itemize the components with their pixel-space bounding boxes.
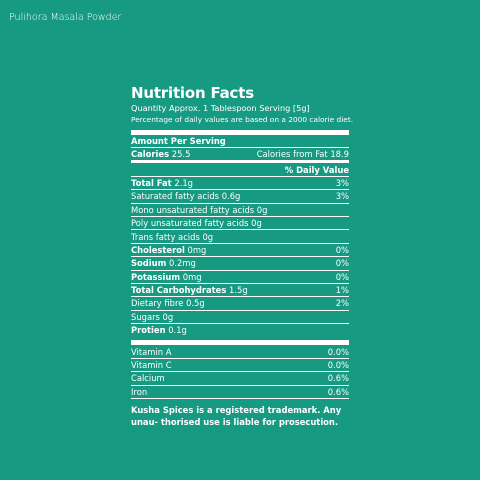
nutrient-dv: 3% [335, 177, 349, 188]
vitamin-row-a [131, 345, 349, 358]
nutrient-dv: 0% [335, 271, 349, 282]
vitamin-label: Iron [131, 386, 148, 397]
nutrient-value: 0.1g [168, 325, 187, 336]
nutrient-row-potassium [131, 271, 349, 284]
nutrient-row-mono [131, 204, 349, 217]
nutrient-cell [131, 178, 193, 188]
calories-from-fat: Calories from Fat 18.9 [256, 149, 349, 160]
nutrient-value: 2.1g [174, 177, 193, 188]
nutrition-facts-panel [131, 84, 354, 428]
vitamin-row-iron [131, 386, 349, 399]
nutrient-row-fibre [131, 297, 349, 310]
nutrient-dv: 2% [335, 298, 349, 309]
nutrient-label: Sodium [131, 258, 167, 269]
nutrient-row-trans [131, 230, 349, 243]
calories-value: 25.5 [171, 149, 191, 160]
quantity-line: Quantity Approx. 1 Tablespoon Serving [5g] [131, 103, 310, 113]
amount-per-serving-row [131, 135, 349, 148]
nutrient-cell [131, 325, 187, 335]
vitamin-dv: 0.6% [327, 386, 349, 397]
nutrient-label: Potassium [131, 271, 181, 282]
vitamin-row-calcium [131, 372, 349, 385]
nutrient-row-poly [131, 217, 349, 230]
nutrient-value: 0.2mg [169, 258, 196, 269]
daily-value-header: % Daily Value [284, 164, 349, 175]
nutrient-row-total-fat [131, 177, 349, 190]
vitamin-dv: 0.6% [327, 373, 349, 384]
nutrient-row-saturated [131, 190, 349, 203]
vitamin-label: Calcium [131, 373, 165, 384]
calories-label: Calories [131, 149, 170, 160]
nutrient-dv: 0% [335, 244, 349, 255]
vitamin-row-c [131, 359, 349, 372]
nutrient-value: 1.5g [229, 285, 248, 296]
calories-row [131, 148, 349, 160]
nutrient-label: Total Carbohydrates [131, 285, 227, 296]
vitamin-label: Vitamin A [131, 346, 172, 357]
nutrient-label: Sugars 0g [131, 311, 174, 322]
percentage-line: Percentage of daily values are based on a 2000 calorie diet. [131, 115, 354, 124]
daily-value-header-row [131, 163, 349, 176]
nutrient-row-sugars [131, 311, 349, 324]
amount-per-serving-label: Amount Per Serving [131, 136, 226, 146]
nutrient-row-sodium [131, 257, 349, 270]
nutrient-row-protein [131, 324, 349, 336]
nutrient-label: Cholesterol [131, 244, 185, 255]
nutrient-label: Saturated fatty acids 0.6g [131, 191, 241, 202]
nutrient-label: Total Fat [131, 177, 172, 188]
nutrient-cell [131, 258, 196, 268]
nutrient-row-cholesterol [131, 244, 349, 257]
trademark-notice: Kusha Spices is a registered trademark. Any unau- thorised use is liable for prosecution. [131, 405, 342, 428]
nutrient-cell [131, 285, 248, 295]
nutrient-dv: 3% [335, 191, 349, 202]
nutrient-cell [131, 245, 206, 255]
nutrient-label: Mono unsaturated fatty acids 0g [131, 204, 268, 215]
vitamin-dv: 0.0% [327, 346, 349, 357]
nutrient-label: Dietary fibre 0.5g [131, 298, 205, 309]
vitamin-dv: 0.0% [327, 360, 349, 371]
nutrient-label: Protien [131, 325, 166, 336]
nutrient-value: 0mg [187, 244, 207, 255]
nutrient-label: Poly unsaturated fatty acids 0g [131, 218, 262, 229]
vitamin-label: Vitamin C [131, 360, 172, 371]
nutrition-facts-title: Nutrition Facts [131, 84, 254, 102]
nutrient-label: Trans fatty acids 0g [131, 231, 214, 242]
nutrient-cell [131, 272, 202, 282]
nutrient-dv: 1% [335, 285, 349, 296]
nutrient-value: 0mg [182, 271, 202, 282]
calories-cell [131, 149, 190, 159]
product-title: Pulihora Masala Powder [9, 12, 122, 23]
nutrient-dv: 0% [335, 258, 349, 269]
nutrient-row-carbohydrates [131, 284, 349, 297]
